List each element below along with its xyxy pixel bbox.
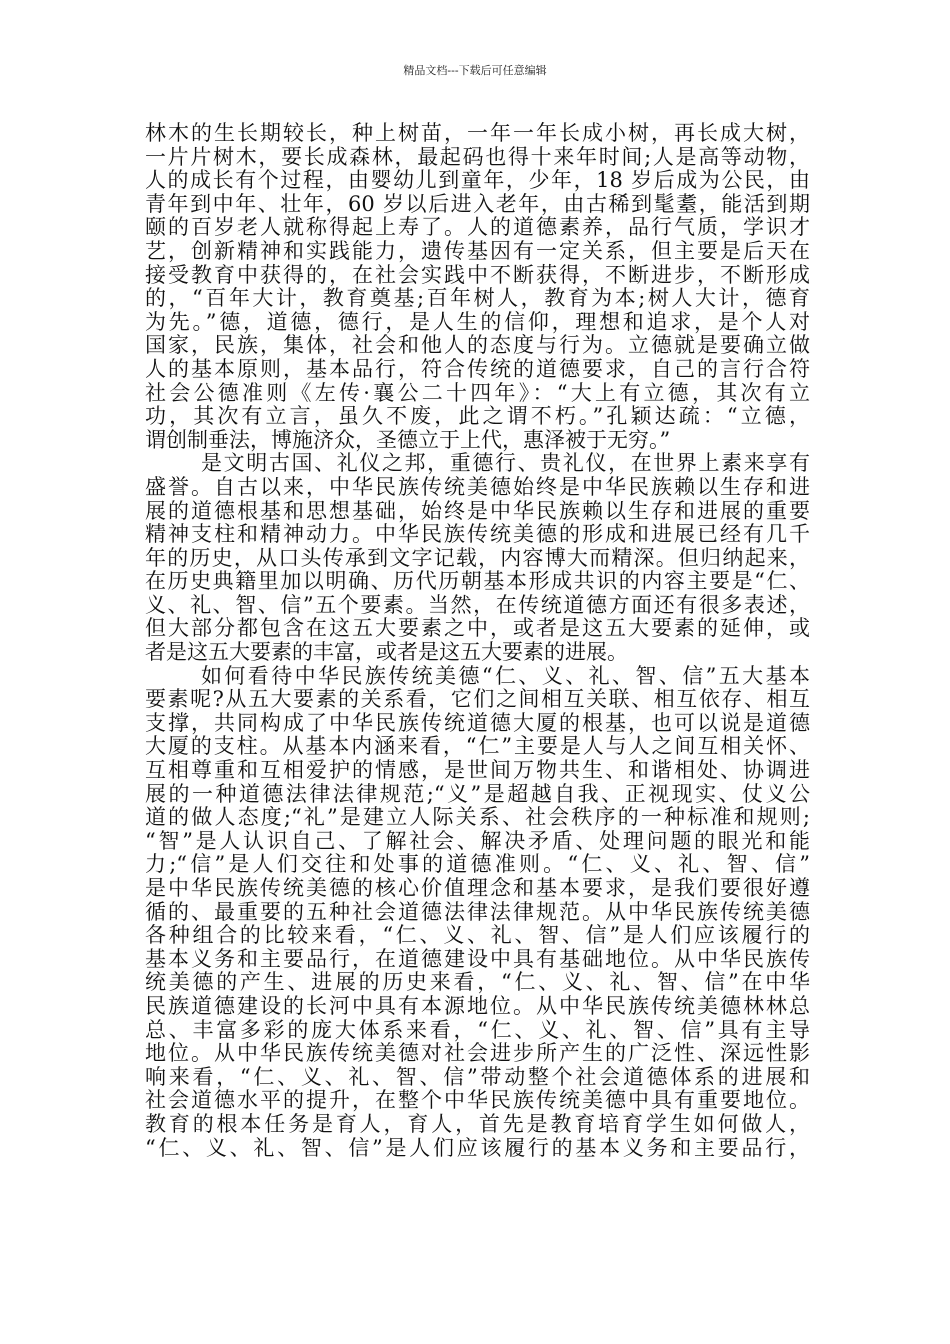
text-line: 国家，民族，集体，社会和他人的态度与行为。立德就是要确立做 (145, 333, 810, 358)
text-line: 统美德的产生、进展的历史来看，“仁、义、礼、智、信”在中华 (145, 970, 810, 995)
text-line: 如何看待中华民族传统美德“仁、义、礼、智、信”五大基本 (201, 663, 810, 688)
text-line: 展的一种道德法律法律规范;“义”是超越自我、正视现实、仗义公 (145, 781, 810, 806)
text-line: “智”是人认识自己、了解社会、解决矛盾、处理问题的眼光和能 (145, 828, 810, 853)
text-line: 颐的百岁老人就称得起上寿了。人的道德素养，品行气质，学识才 (145, 215, 810, 240)
text-line: 人的基本原则，基本品行，符合传统的道德要求，自己的言行合符 (145, 356, 810, 381)
text-line: 支撑，共同构成了中华民族传统道德大厦的根基，也可以说是道德 (145, 710, 810, 735)
text-line: 社会道德水平的提升，在整个中华民族传统美德中具有重要地位。 (145, 1088, 810, 1113)
text-line: 为先。”德，道德，德行，是人生的信仰，理想和追求，是个人对 (145, 309, 810, 334)
text-line: 精神支柱和精神动力。中华民族传统美德的形成和进展已经有几千 (145, 522, 810, 547)
text-line: 但大部分都包含在这五大要素之中，或者是这五大要素的延伸，或 (145, 616, 810, 641)
text-line: 一片片树木，要长成森林，最起码也得十来年时间;人是高等动物， (145, 144, 810, 169)
text-line: 展的道德根基和思想基础，始终是中华民族赖以生存和进展的重要 (145, 498, 810, 523)
text-line: 大厦的支柱。从基本内涵来看，“仁”主要是人与人之间互相关怀、 (145, 734, 810, 759)
text-line: 艺，创新精神和实践能力，遗传基因有一定关系，但主要是后天在 (145, 238, 810, 263)
paragraph-2 (145, 452, 810, 664)
text-line: 社会公德准则《左传·襄公二十四年》：“大上有立德，其次有立 (145, 380, 810, 405)
text-line: 要素呢?从五大要素的关系看，它们之间相互关联、相互依存、相互 (145, 687, 810, 712)
text-line: 总、丰富多彩的庞大体系来看，“仁、义、礼、智、信”具有主导 (145, 1017, 810, 1042)
paragraph-3 (145, 665, 810, 1160)
text-line: 教育的根本任务是育人，育人，首先是教育培育学生如何做人， (145, 1111, 810, 1136)
text-line: 人的成长有个过程，由婴幼儿到童年，少年，18 岁后成为公民，由 (145, 168, 810, 193)
text-line: 接受教育中获得的，在社会实践中不断获得，不断进步，不断形成 (145, 262, 810, 287)
text-line: 力;“信”是人们交往和处事的道德准则。“仁、义、礼、智、信” (145, 852, 810, 877)
text-line: 民族道德建设的长河中具有本源地位。从中华民族传统美德林林总 (145, 993, 810, 1018)
text-line: 各种组合的比较来看，“仁、义、礼、智、信”是人们应该履行的 (145, 923, 810, 948)
text-line: 响来看，“仁、义、礼、智、信”带动整个社会道德体系的进展和 (145, 1064, 810, 1089)
text-line: 功，其次有立言，虽久不废，此之谓不朽。”孔颖达疏：“立德， (145, 404, 810, 429)
text-line: 谓创制垂法，博施济众，圣德立于上代，惠泽被于无穷。” (145, 427, 671, 452)
text-line: 的，“百年大计，教育奠基;百年树人，教育为本;树人大计，德育 (145, 286, 810, 311)
text-line: 道的做人态度;“礼”是建立人际关系、社会秩序的一种标准和规则; (145, 805, 810, 830)
text-line: 是文明古国、礼仪之邦，重德行、贵礼仪，在世界上素来享有 (201, 451, 810, 476)
text-line: 互相尊重和互相爱护的情感，是世间万物共生、和谐相处、协调进 (145, 758, 810, 783)
text-line: 循的、最重要的五种社会道德法律法律规范。从中华民族传统美德 (145, 899, 810, 924)
text-line: 者是这五大要素的丰富，或者是这五大要素的进展。 (145, 640, 628, 665)
page-header: 精品文档---下载后可任意编辑 (403, 64, 547, 77)
text-line: 盛誉。自古以来，中华民族传统美德始终是中华民族赖以生存和进 (145, 474, 810, 499)
document-body (145, 122, 810, 1160)
text-line: 在历史典籍里加以明确、历代历朝基本形成共识的内容主要是“仁、 (145, 569, 810, 594)
paragraph-1 (145, 122, 810, 452)
text-line: 年的历史，从口头传承到文字记载，内容博大而精深。但归纳起来， (145, 545, 810, 570)
text-line: 青年到中年、壮年，60 岁以后进入老年，由古稀到髦耋，能活到期 (145, 191, 810, 216)
text-line: 地位。从中华民族传统美德对社会进步所产生的广泛性、深远性影 (145, 1041, 810, 1066)
text-line: 林木的生长期较长，种上树苗，一年一年长成小树，再长成大树， (145, 121, 810, 145)
text-line: 义、礼、智、信”五个要素。当然，在传统道德方面还有很多表述， (145, 592, 810, 617)
text-line: “仁、义、礼、智、信”是人们应该履行的基本义务和主要品行， (145, 1135, 810, 1160)
text-line: 是中华民族传统美德的核心价值理念和基本要求，是我们要很好遵 (145, 876, 810, 900)
text-line: 基本义务和主要品行，在道德建设中具有基础地位。从中华民族传 (145, 946, 810, 971)
